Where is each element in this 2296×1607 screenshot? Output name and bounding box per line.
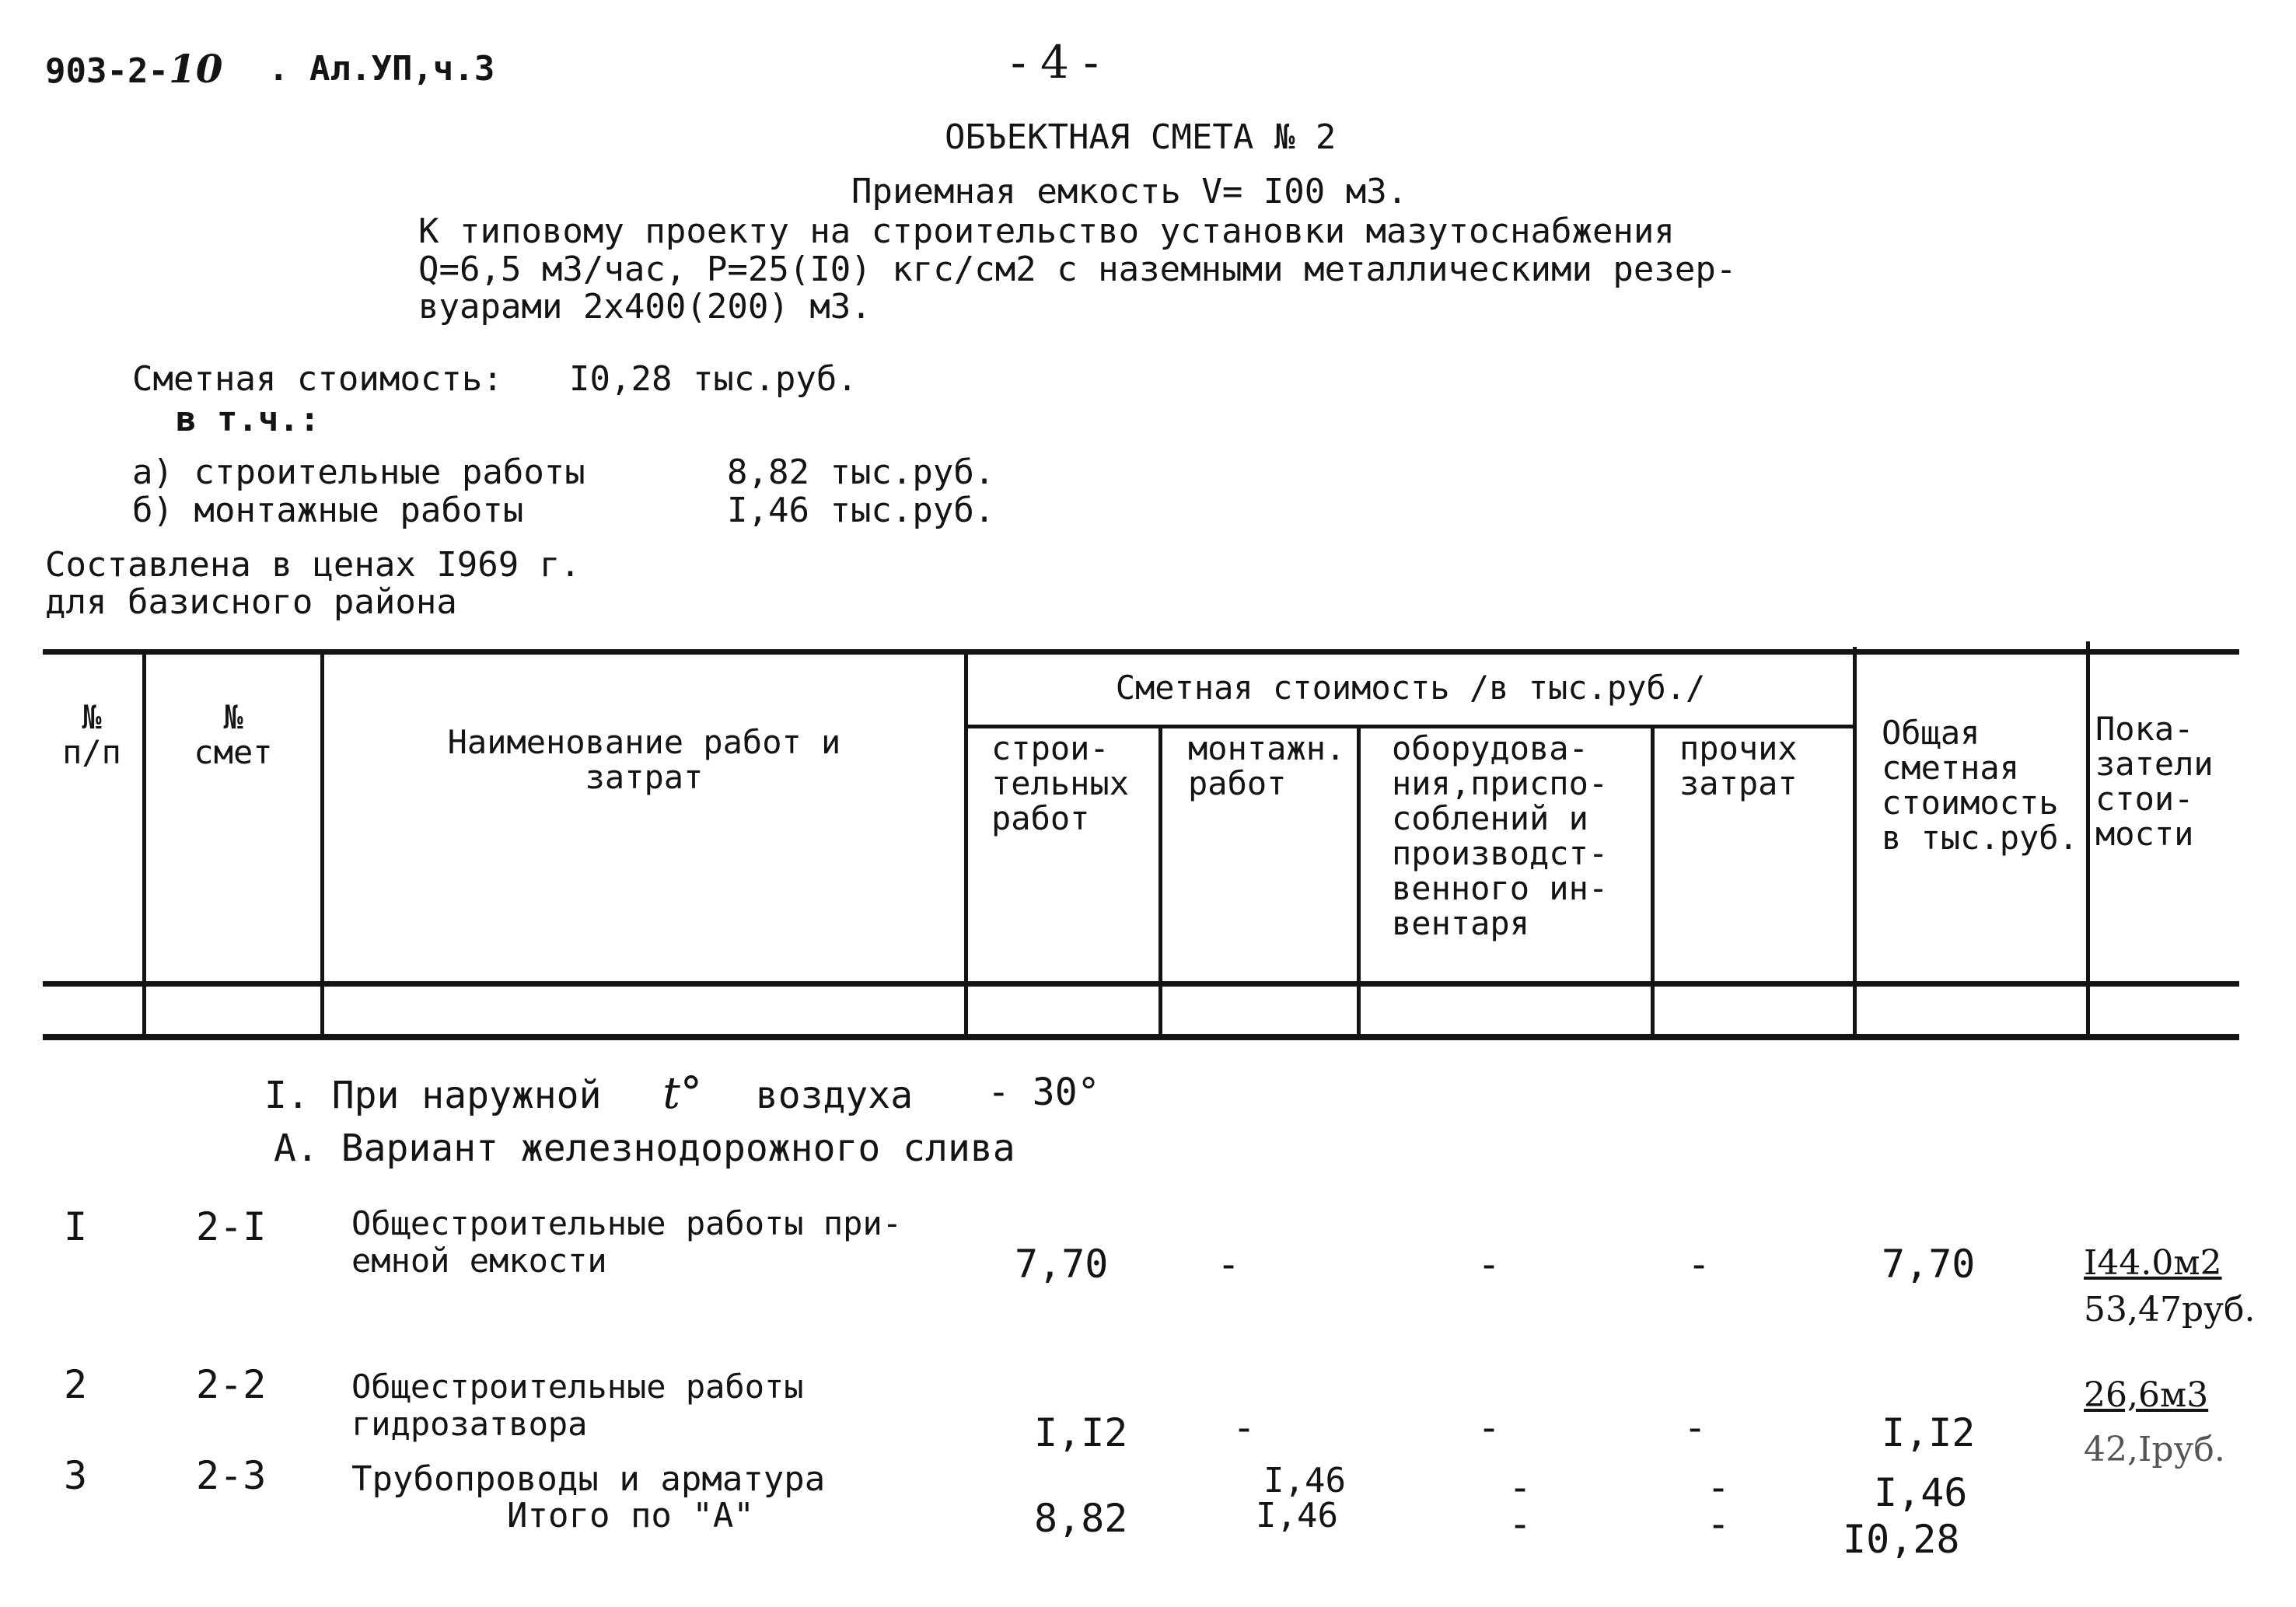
row-indicator-bottom: 42,Iруб. bbox=[2084, 1430, 2225, 1469]
row-installation: - bbox=[1217, 1242, 1241, 1287]
row-installation: - bbox=[1232, 1405, 1256, 1450]
row-total: I,46 bbox=[1874, 1470, 1968, 1515]
prices-note-line-2: для базисного района bbox=[45, 582, 457, 622]
cost-value: I0,28 тыс.руб. bbox=[569, 359, 858, 399]
totals-label: Итого по "А" bbox=[507, 1496, 754, 1535]
header-name: Наименование работ и затрат bbox=[447, 723, 841, 796]
album-reference: . Ал.УП,ч.3 bbox=[268, 49, 495, 89]
header-other: прочих затрат bbox=[1679, 729, 1798, 802]
col-divider-4 bbox=[1158, 728, 1162, 1037]
document-code-number: 10 bbox=[168, 46, 223, 92]
description-line-1: К типовому проекту на строительство установки мазутоснабжения bbox=[418, 211, 1675, 251]
variant-title: А. Вариант железнодорожного слива bbox=[274, 1127, 1015, 1170]
row-name: Общестроительные работы гидрозатвора bbox=[351, 1368, 804, 1443]
row-indicator-top: 26,6м3 bbox=[2084, 1375, 2209, 1415]
row-other: - bbox=[1683, 1405, 1707, 1450]
header-num: № п/п bbox=[62, 698, 121, 771]
table-top-rule bbox=[43, 649, 2239, 655]
header-construction: строи- тельных работ bbox=[991, 729, 1130, 837]
cost-item-construction-label: а) строительные работы bbox=[132, 452, 585, 492]
prices-note-line-1: Составлена в ценах I969 г. bbox=[45, 545, 581, 585]
row-construction: I,I2 bbox=[1034, 1410, 1128, 1455]
col-divider-5 bbox=[1357, 728, 1361, 1037]
header-bottom-rule bbox=[43, 981, 2239, 987]
col-divider-6 bbox=[1651, 728, 1655, 1037]
header-total: Общая сметная стоимость в тыс.руб. bbox=[1882, 714, 2078, 857]
cost-incl-label: в т.ч.: bbox=[176, 400, 320, 439]
row-equipment: - bbox=[1477, 1242, 1501, 1287]
cost-item-installation-value: I,46 тыс.руб. bbox=[727, 491, 995, 530]
row-num: I bbox=[64, 1204, 88, 1249]
row-installation: I,46 bbox=[1263, 1461, 1346, 1500]
col-divider-3 bbox=[964, 655, 968, 1037]
row-name: Трубопроводы и арматура bbox=[351, 1459, 826, 1499]
row-construction: 7,70 bbox=[1015, 1242, 1109, 1287]
row-other: - bbox=[1707, 1465, 1731, 1510]
totals-construction: 8,82 bbox=[1034, 1496, 1128, 1541]
header-equipment: оборудова- ния,приспо- соблений и производст- венного ин- вентаря bbox=[1392, 729, 1609, 942]
row-indicator-top: I44.0м2 bbox=[2084, 1243, 2222, 1283]
description-line-2: Q=6,5 м3/час, Р=25(I0) кгс/см2 с наземными металлическими резер- bbox=[418, 250, 1737, 289]
row-estimate-num: 2-3 bbox=[196, 1453, 267, 1498]
document-code bbox=[45, 46, 223, 92]
header-estimate-num: № смет bbox=[194, 698, 273, 771]
col-divider-8 bbox=[2086, 641, 2090, 1037]
totals-installation: I,46 bbox=[1256, 1496, 1338, 1535]
cost-item-construction-value: 8,82 тыс.руб. bbox=[727, 452, 995, 492]
section-temperature-value: - 30° bbox=[987, 1071, 1100, 1114]
row-num: 3 bbox=[64, 1453, 88, 1498]
row-estimate-num: 2-2 bbox=[196, 1362, 267, 1407]
row-equipment: - bbox=[1508, 1465, 1532, 1510]
row-num: 2 bbox=[64, 1362, 88, 1407]
row-name: Общестроительные работы при- емной емкости bbox=[351, 1204, 903, 1280]
col-divider-2 bbox=[320, 655, 324, 1037]
row-other: - bbox=[1687, 1242, 1711, 1287]
row-total: 7,70 bbox=[1882, 1242, 1976, 1287]
document-code-prefix: 903-2- bbox=[45, 51, 169, 91]
col-divider-7 bbox=[1853, 647, 1857, 1037]
header-indicators: Пока- затели стои- мости bbox=[2095, 710, 2214, 853]
cost-item-installation-label: б) монтажные работы bbox=[132, 491, 524, 530]
header-cost-group: Сметная стоимость /в тыс.руб./ bbox=[1115, 669, 1706, 707]
row-equipment: - bbox=[1477, 1405, 1501, 1450]
page-number: - 4 - bbox=[1011, 36, 1099, 89]
section-title-air: воздуха bbox=[755, 1074, 914, 1117]
header-installation: монтажн. работ bbox=[1188, 729, 1346, 802]
section-title-prefix: I. При наружной bbox=[264, 1074, 602, 1117]
row-estimate-num: 2-I bbox=[196, 1204, 267, 1249]
row-indicator-bottom: 53,47руб. bbox=[2084, 1290, 2256, 1329]
totals-other: - bbox=[1707, 1501, 1731, 1546]
section-temperature-symbol: t° bbox=[662, 1068, 702, 1119]
section-title bbox=[264, 1068, 914, 1119]
estimate-heading: ОБЪЕКТНАЯ СМЕТА № 2 bbox=[945, 117, 1337, 157]
estimate-subheading: Приемная емкость V= I00 м3. bbox=[851, 172, 1408, 211]
totals-equipment: - bbox=[1508, 1501, 1532, 1546]
cost-label: Сметная стоимость: bbox=[132, 359, 503, 399]
row-total: I,I2 bbox=[1882, 1410, 1976, 1455]
cost-group-rule bbox=[964, 725, 1857, 728]
description-line-3: вуарами 2х400(200) м3. bbox=[418, 287, 872, 327]
totals-total: I0,28 bbox=[1843, 1517, 1960, 1562]
table-body-rule bbox=[43, 1034, 2239, 1040]
